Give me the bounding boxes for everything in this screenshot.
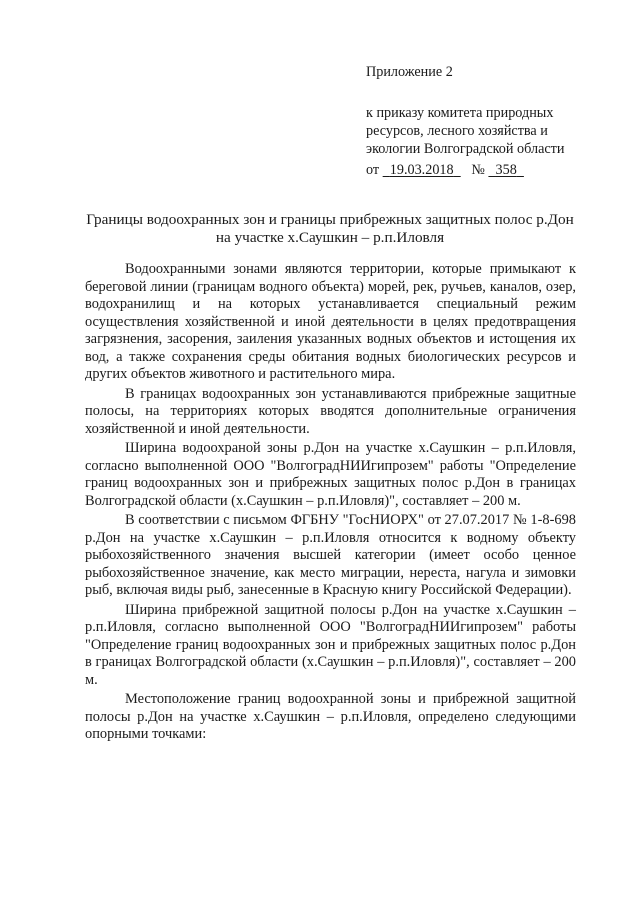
number-prefix: №	[471, 162, 485, 178]
annex-order-line: к приказу комитета природных	[366, 105, 554, 121]
date-prefix: от	[366, 162, 380, 178]
paragraph: В соответствии с письмом ФГБНУ "ГосНИОРХ" от 27.07.2017 № 1-8-698 р.Дон на участке х.Саушкин – р.п.Иловля относится к водному объекту рыбохозяйственного значения высшей категории (имеет особо ценное рыбохозяйственное значение, как место миграции, нереста, нагула и зимовки рыб, включая виды рыб, занесенные в Красную книгу Российской Федерации).	[85, 512, 576, 598]
paragraph: Местоположение границ водоохранной зоны и прибрежной защитной полосы р.Дон на участке х.Саушкин – р.п.Иловля, определено следующими опорными точками:	[85, 691, 576, 742]
order-date: 19.03.2018	[389, 162, 454, 178]
annex-order-line: экологии Волгоградской области	[366, 141, 565, 157]
order-number: 358	[495, 162, 517, 178]
annex-date-number	[366, 161, 524, 179]
annex-title: Приложение 2	[366, 64, 453, 80]
annex-order-line: ресурсов, лесного хозяйства и	[366, 123, 548, 139]
title-line: на участке х.Саушкин – р.п.Иловля	[215, 229, 445, 246]
paragraph: Ширина прибрежной защитной полосы р.Дон на участке х.Саушкин – р.п.Иловля, согласно выполненной ООО "ВолгоградНИИгипрозем" работы "Определение границ водоохранных зон и прибрежных защитных полос р.Дон в границах Волгоградской области (х.Саушкин – р.п.Иловля)", составляет – 200 м.	[85, 601, 576, 688]
title-line: Границы водоохранных зон и границы прибрежных защитных полос р.Дон	[86, 211, 574, 228]
paragraph: Ширина водоохраной зоны р.Дон на участке х.Саушкин – р.п.Иловля, согласно выполненной ООО "ВолгоградНИИгипрозем" работы "Определение границ водоохранных зон и прибрежных защитных полос р.Дон в границах Волгоградской области (х.Саушкин – р.п.Иловля)", составляет – 200 м.	[85, 440, 576, 509]
document-body	[85, 261, 576, 744]
paragraph: Водоохранными зонами являются территории, которые примыкают к береговой линии (границам водного объекта) морей, рек, ручьев, каналов, озер, водохранилищ и на которых устанавливается специальный режим осуществления хозяйственной и иной деятельности в целях предотвращения загрязнения, засорения, заиления указанных водных объектов и истощения их вод, а также сохранения среды обитания водных биологических ресурсов и других объектов животного и растительного мира.	[85, 261, 576, 382]
document-title	[70, 211, 590, 247]
paragraph: В границах водоохранных зон устанавливаются прибрежные защитные полосы, на территориях которых вводятся дополнительные ограничения хозяйственной и иной деятельности.	[85, 385, 576, 437]
annex-order-reference	[366, 104, 564, 158]
